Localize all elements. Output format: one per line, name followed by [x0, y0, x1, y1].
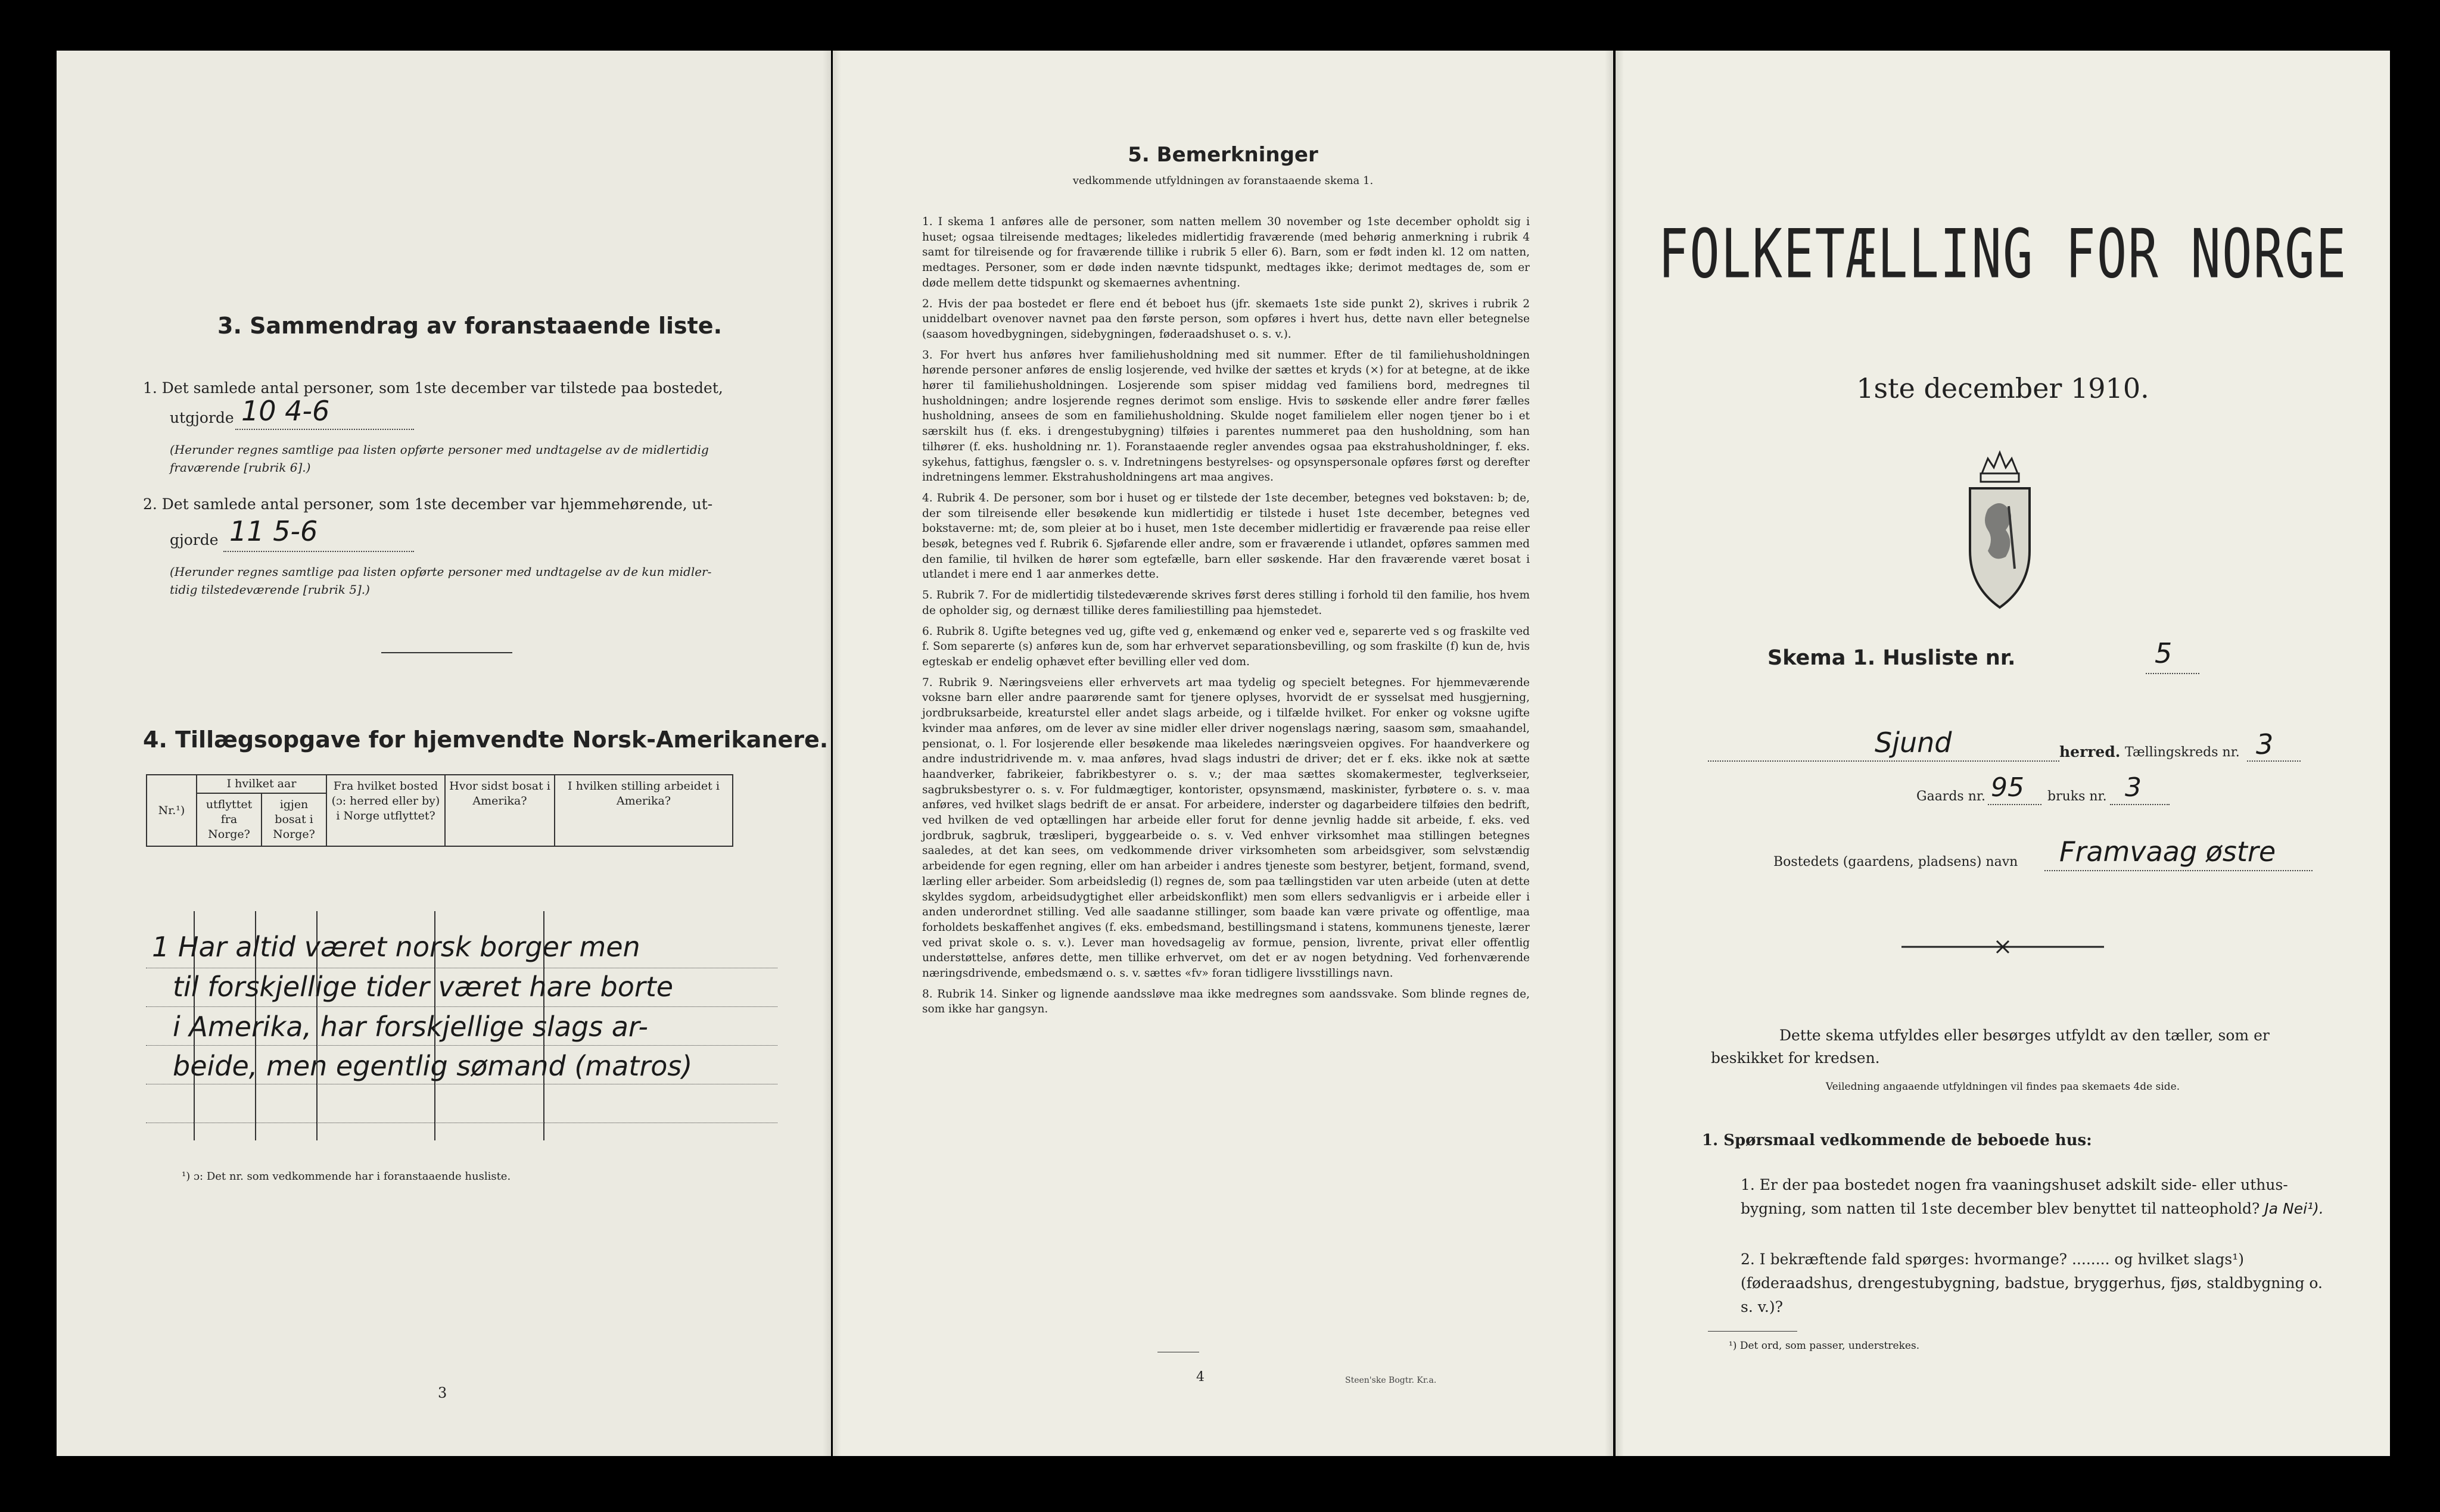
handwritten-gaards-nr: 95	[1991, 772, 2024, 803]
norwegian-american-table	[146, 774, 733, 847]
handwritten-herred: Sjund	[1875, 727, 1952, 759]
page-number: 4	[1196, 1370, 1205, 1385]
printer-credit: Steen'ske Bogtr. Kr.a.	[1345, 1376, 1437, 1385]
section-4-title: 4. Tillægsopgave for hjemvendte Norsk-Amerikanere.	[143, 727, 829, 753]
herred-label: herred.	[2059, 743, 2121, 760]
fill-line	[2247, 760, 2301, 762]
handwritten-bosted-name: Framvaag østre	[2059, 836, 2276, 868]
question-2: 2. I bekræftende fald spørges: hvormange? ........ og hvilket slags¹) (føderaadshus, drengestubygning, badstue, bryggerhus, fjøs, staldbygning o. s. v.)?	[1741, 1251, 2323, 1315]
remark-1: 1. I skema 1 anføres alle de personer, som natten mellem 30 november og 1ste december opholdt sig i huset; ogsaa tilreisende medtages; likeledes midlertidig fraværende (med behørig anmerkning i rubrik 4 samt for tilreisende og for fraværende tillike i rubrik 5 eller 6). Barn, som er født inden kl. 12 om natten, medtages. Personer, som er døde inden nævnte tidspunkt, medtages ikke; derimot medtages de, som er døde mellem dette tidspunkt og skemaernes avhentning.	[922, 216, 1530, 289]
table-footnote: ¹) ɔ: Det nr. som vedkommende har i foranstaaende husliste.	[182, 1170, 511, 1183]
handwritten-total-present: 10 4-6	[241, 395, 330, 427]
page-fold	[1605, 51, 1613, 1456]
skema-label: Skema 1. Husliste nr.	[1767, 646, 2016, 670]
census-date: 1ste december 1910.	[1856, 372, 2149, 404]
summary-q2: 2. Det samlede antal personer, som 1ste december var hjemmehørende, ut-	[143, 495, 713, 513]
page-fold	[833, 51, 841, 1456]
remark-4: 4. Rubrik 4. De personer, som bor i huset og er tilstede der 1ste december, betegnes ved bokstaven: b; de, der som tilreisende eller besøkende kun midlertidig er tilstede i huset 1ste december, betegnes ved bokstaverne: mt; de, som pleier at bo i huset, men 1ste december midlertidig er fraværende paa reise eller besøk, betegnes ved f. Rubrik 6. Sjøfarende eller andre, som er fraværende i utlandet, opføres sammen med den familie, til hvilken de hører som egtefælle, barn eller søskende. Har den fraværende været bosat i utlandet i mere end 1 aar anmerkes dette.	[922, 491, 1530, 581]
handwritten-row-1: 1 Har altid været norsk borger men	[152, 931, 640, 963]
divider	[381, 652, 512, 653]
question-1-text: 1. Er der paa bostedet nogen fra vaaningshuset adskilt side- eller uthus-bygning, som natten til 1ste december blev benyttet til natteophold?	[1741, 1176, 2288, 1217]
table-row-line	[146, 1045, 777, 1046]
summary-q1-prefix: utgjorde	[170, 409, 234, 426]
col-from: Fra hvilket bosted (ɔ: herred eller by) i Norge utflyttet?	[326, 775, 445, 846]
col-occupation: I hvilken stilling arbeidet i Amerika?	[555, 775, 733, 846]
remark-3: 3. For hvert hus anføres hver familiehusholdning med sit nummer. Efter de til familiehusholdningen hørende personer anføres de enslig losjerende, ved hvilke der sættes et kryds (×) for at betegne, at de ikke hører til familiehusholdningen. Losjerende som spiser middag ved familiens bord, medregnes til husholdningen; andre losjerende regnes derimot som enslige. Hvis to søskende eller andre fører fælles husholdning, ansees de som en familiehusholdning. Skulde noget familielem eller nogen tjener bo i et særskilt hus (f. eks. i drengestubygning) tilføies i parentes nummeret paa den husholdning, som han tilhører (f. eks. husholdning nr. 1). Foranstaaende regler anvendes ogsaa paa ekstrahusholdninger, f. eks. sykehus, fattighus, fængsler o. s. v. Indretningens bestyrelses- og opsynspersonale opføres først og derefter indretningens lemmer. Ekstrahusholdningens art maa angives.	[922, 348, 1530, 484]
remark-6: 6. Rubrik 8. Ugifte betegnes ved ug, gifte ved g, enkemænd og enker ved e, separerte ved s og fraskilte ved f. Som separerte (s) anføres kun de, som har erhvervet separationsbevilling, og som fraskilte (f) kun de, hvis egteskab er endelig ophævet efter bevilling eller ved dom.	[922, 625, 1530, 668]
form-title: FOLKETÆLLING FOR NORGE	[1658, 214, 2348, 294]
cover-footnote: ¹) Det ord, som passer, understrekes.	[1729, 1340, 1920, 1352]
remark-5: 5. Rubrik 7. For de midlertidig tilstedeværende skrives først deres stilling i forhold til den familie, hos hvem de opholder sig, og dernæst tillike deres familiestilling paa hjemstedet.	[922, 589, 1530, 617]
divider	[1708, 1331, 1797, 1332]
col-last-residence: Hvor sidst bosat i Amerika?	[445, 775, 555, 846]
handwritten-row-3: i Amerika, har forskjellige slags ar-	[173, 1011, 648, 1043]
handwritten-total-resident: 11 5-6	[229, 515, 318, 547]
summary-q1: 1. Det samlede antal personer, som 1ste december var tilstede paa bostedet,	[143, 379, 723, 397]
page-fold	[823, 51, 831, 1456]
norway-coat-of-arms-icon	[1958, 450, 2041, 610]
ornament-divider-icon	[1901, 938, 2104, 956]
fill-line	[2110, 804, 2170, 805]
page-3	[57, 51, 831, 1456]
fill-line	[2044, 870, 2313, 871]
col-group-year: I hvilket aar	[197, 775, 326, 793]
page-1-cover	[1616, 51, 2390, 1456]
handwritten-row-4: beide, men egentlig sømand (matros)	[173, 1050, 693, 1082]
summary-q2-note-1: (Herunder regnes samtlige paa listen opførte personer med undtagelse av de kun midler-	[170, 565, 712, 579]
remark-8: 8. Rubrik 14. Sinker og lignende aandssløve maa ikke medregnes som aandssvake. Som blinde regnes de, som ikke har gangsyn.	[922, 987, 1530, 1016]
col-emigrated: utflyttet fra Norge?	[197, 793, 262, 846]
summary-q2-prefix: gjorde	[170, 531, 219, 548]
summary-q2-note-2: tidig tilstedeværende [rubrik 5].)	[170, 582, 370, 597]
instructions-guide: Veiledning angaaende utfyldningen vil findes paa skemaets 4de side.	[1825, 1081, 2180, 1093]
section-3-title: 3. Sammendrag av foranstaaende liste.	[217, 313, 723, 339]
instructions: Dette skema utfyldes eller besørges utfyldt av den tæller, som er beskikket for kredsen.	[1711, 1027, 2270, 1067]
col-nr: Nr.¹)	[147, 775, 197, 846]
remarks-subtitle: vedkommende utfyldningen av foranstaaende skema 1.	[1072, 174, 1374, 187]
table-row-line	[146, 1006, 777, 1007]
summary-q1-note-2: fraværende [rubrik 6].)	[170, 460, 311, 475]
question-1	[1741, 1173, 2336, 1221]
fill-line	[1988, 804, 2041, 805]
remark-2: 2. Hvis der paa bostedet er flere end ét beboet hus (jfr. skemaets 1ste side punkt 2), skrives i rubrik 2 uniddelbart ovenover navnet paa den første person, som opføres i hvert hus, dette navn eller betegnelse (saasom hovedbygningen, sidebygningen, føderaadshuset o. s. v.).	[922, 297, 1530, 341]
handwritten-row-2: til forskjellige tider været hare borte	[173, 971, 674, 1003]
handwritten-kreds-nr: 3	[2256, 728, 2274, 760]
fill-line	[223, 551, 414, 552]
kreds-label: Tællingskreds nr.	[2125, 745, 2240, 760]
fill-line	[235, 429, 414, 430]
col-returned: igjen bosat i Norge?	[262, 793, 326, 846]
page-number: 3	[438, 1385, 447, 1401]
handwritten-bruks-nr: 3	[2125, 772, 2142, 803]
gaards-label: Gaards nr.	[1916, 789, 1985, 804]
question-1-answer: Ja Nei¹).	[2264, 1200, 2324, 1217]
bruks-label: bruks nr.	[2047, 789, 2107, 804]
fill-line	[2146, 673, 2199, 674]
remarks-body	[922, 214, 1530, 1022]
question-heading: 1. Spørsmaal vedkommende de beboede hus:	[1702, 1131, 2092, 1149]
bosted-label: Bostedets (gaardens, pladsens) navn	[1773, 855, 2018, 869]
fill-line	[1708, 760, 2059, 762]
handwritten-husliste-nr: 5	[2155, 637, 2173, 669]
remarks-title: 5. Bemerkninger	[1128, 143, 1318, 167]
remark-7: 7. Rubrik 9. Næringsveiens eller erhvervets art maa tydelig og specielt betegnes. For hjemmeværende voksne barn eller andre paarørende samt for tjenere oplyses, hvorvidt de er sysselsat med husgjerning, jordbruksarbeide, kreaturstel eller andet slags arbeide, og i tilfælde hvilket. For enker og voksne ugifte kvinder maa anføres, om de lever av sine midler eller driver nogenslags næring, saasom søm, smaahandel, pensionat, o. l. For losjerende eller besøkende maa likeledes næringsveien opgives. For haandverkere og andre industridrivende m. v. maa anføres, hvad slags industri de driver; det er f. eks. ikke nok at sætte haandverker, fabrikeier, fabrikbestyrer o. s. v.; der maa sættes skomakermester, teglverkseier, sagbruksbestyrer o. s. v. For fuldmægtiger, kontorister, opsynsmænd, maskinister, fyrbøtere o. s. v. maa anføres, ved hvilket slags bedrift de er ansat. For arbeidere, inderster og dagarbeidere tilføies den bedrift, ved hvilken de ved optællingen har arbeide eller forut for denne jevnlig hadde sit arbeide, f. eks. ved jordbruk, sagbruk, træsliperi, byggearbeide o. s. v. Ved enhver virksomhet maa stillingen betegnes saaledes, at det kan sees, om vedkommende driver virksomheten som arbeidsgiver, som selvstændig arbeidende for egen regning, eller om han arbeider i andres tjeneste som bestyrer, betjent, formand, svend, lærling eller arbeider. Som arbeidsledig (l) regnes de, som paa tællingstiden var uten arbeide (uten at dette skyldes sygdom, arbeidsudygtighet eller arbeidskonflikt) men som ellers sedvanligvis er i arbeide eller i anden underordnet stilling. Ved alle saadanne stillinger, som baade kan være private og offentlige, maa forholdets beskaffenhet angives (f. eks. embedsmand, bestillingsmand i statens, kommunens tjeneste, lærer ved privat skole o. s. v.). Lever man hovedsagelig av formue, pension, livrente, privat eller offentlig understøttelse, anføres dette, men tillike erhvervet, om det er av nogen betydning. Ved forhenværende næringsdrivende, embedsmænd o. s. v. sættes «fv» foran tidligere livsstillings navn.	[922, 676, 1530, 980]
page-4	[833, 51, 1613, 1456]
summary-q1-note-1: (Herunder regnes samtlige paa listen opførte personer med undtagelse av de midlertidig	[170, 442, 709, 457]
